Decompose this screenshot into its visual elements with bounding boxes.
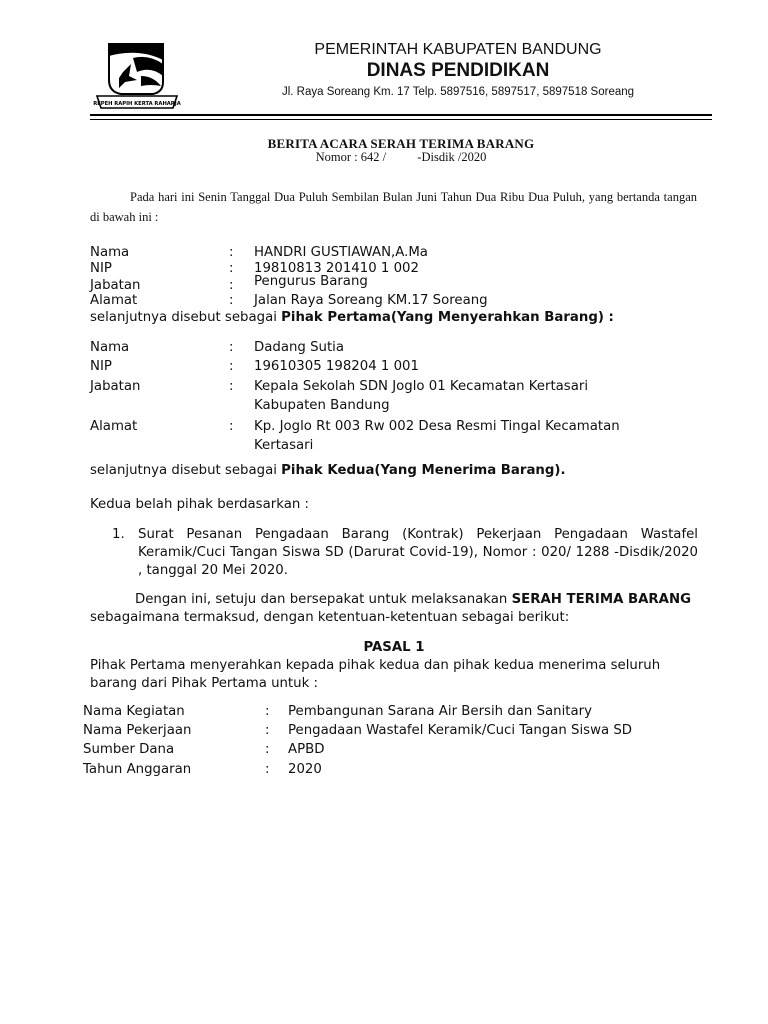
colon: : [265, 742, 270, 757]
logo-motto: REPEH RAPIH KERTA RAHARJA [93, 101, 181, 107]
party2-address-label: Alamat [90, 419, 138, 434]
detail-label: Tahun Anggaran [83, 762, 192, 777]
party1-position: Pengurus Barang [254, 274, 368, 289]
detail-value: Pembangunan Sarana Air Bersih dan Sanitary [288, 704, 592, 719]
party1-position-label: Jabatan [90, 278, 141, 293]
party2-nip-label: NIP [90, 359, 112, 374]
party1-nip: 19810813 201410 1 002 [254, 261, 419, 276]
party2-address-line1: Kp. Joglo Rt 003 Rw 002 Desa Resmi Tingal Kecamatan [254, 419, 620, 434]
party1-designation: selanjutnya disebut sebagai Pihak Pertama(Yang Menyerahkan Barang) : [90, 310, 614, 325]
basis-item-number: 1. [112, 527, 125, 542]
party1-name-label: Nama [90, 245, 130, 260]
colon: : [229, 340, 234, 355]
party1-address: Jalan Raya Soreang KM.17 Soreang [254, 293, 488, 308]
letterhead-address: Jl. Raya Soreang Km. 17 Telp. 5897516, 5897517, 5897518 Soreang [281, 86, 635, 98]
basis-intro: Kedua belah pihak berdasarkan : [90, 497, 309, 512]
party2-designation: selanjutnya disebut sebagai Pihak Kedua(Yang Menerima Barang). [90, 463, 566, 478]
intro-paragraph: Pada hari ini Senin Tanggal Dua Puluh Sembilan Bulan Juni Tahun Dua Ribu Dua Puluh, yang bertanda tangan di bawah ini : [90, 190, 697, 224]
agreement-paragraph: Dengan ini, setuju dan bersepakat untuk melaksanakan SERAH TERIMA BARANG sebagaimana termaksud, dengan ketentuan-ketentuan sebagai berikut: [90, 592, 696, 625]
detail-value: 2020 [288, 762, 322, 777]
detail-label: Nama Pekerjaan [83, 723, 192, 738]
kabupaten-bandung-logo-icon [93, 42, 181, 112]
colon: : [229, 245, 234, 260]
party2-address-line2: Kertasari [254, 438, 314, 453]
document-title: BERITA ACARA SERAH TERIMA BARANG [267, 136, 535, 151]
detail-value: APBD [288, 742, 325, 757]
detail-label: Sumber Dana [83, 742, 175, 757]
colon: : [229, 419, 234, 434]
letterhead-government: PEMERINTAH KABUPATEN BANDUNG [314, 41, 602, 58]
party1-address-label: Alamat [90, 293, 138, 308]
colon: : [229, 379, 234, 394]
colon: : [229, 359, 234, 374]
letterhead-rule-thin [90, 119, 712, 120]
detail-label: Nama Kegiatan [83, 704, 185, 719]
party2-position-line2: Kabupaten Bandung [254, 398, 390, 413]
letterhead-rule-thick [90, 114, 712, 116]
pasal-text: Pihak Pertama menyerahkan kepada pihak kedua dan pihak kedua menerima seluruh barang dari Pihak Pertama untuk : [90, 658, 661, 691]
party2-position-line1: Kepala Sekolah SDN Joglo 01 Kecamatan Kertasari [254, 379, 589, 394]
party1-nip-label: NIP [90, 261, 112, 276]
colon: : [265, 704, 270, 719]
party1-name: HANDRI GUSTIAWAN,A.Ma [254, 245, 428, 260]
party2-name-label: Nama [90, 340, 130, 355]
pasal-heading: PASAL 1 [363, 640, 425, 655]
colon: : [265, 723, 270, 738]
colon: : [265, 762, 270, 777]
party2-nip: 19610305 198204 1 001 [254, 359, 419, 374]
detail-value: Pengadaan Wastafel Keramik/Cuci Tangan Siswa SD [288, 723, 633, 738]
colon: : [229, 261, 234, 276]
document-number: Nomor : 642 / -Disdik /2020 [315, 150, 487, 164]
colon: : [229, 293, 234, 308]
letterhead-agency: DINAS PENDIDIKAN [366, 60, 550, 81]
party2-name: Dadang Sutia [254, 340, 344, 355]
colon: : [229, 278, 234, 293]
basis-item-text: Surat Pesanan Pengadaan Barang (Kontrak) Pekerjaan Pengadaan Wastafel Keramik/Cuci Tangan Siswa SD (Darurat Covid-19), Nomor : 020/ 1288 -Disdik/2020 , tanggal 20 Mei 2020. [138, 527, 698, 578]
party2-position-label: Jabatan [90, 379, 141, 394]
